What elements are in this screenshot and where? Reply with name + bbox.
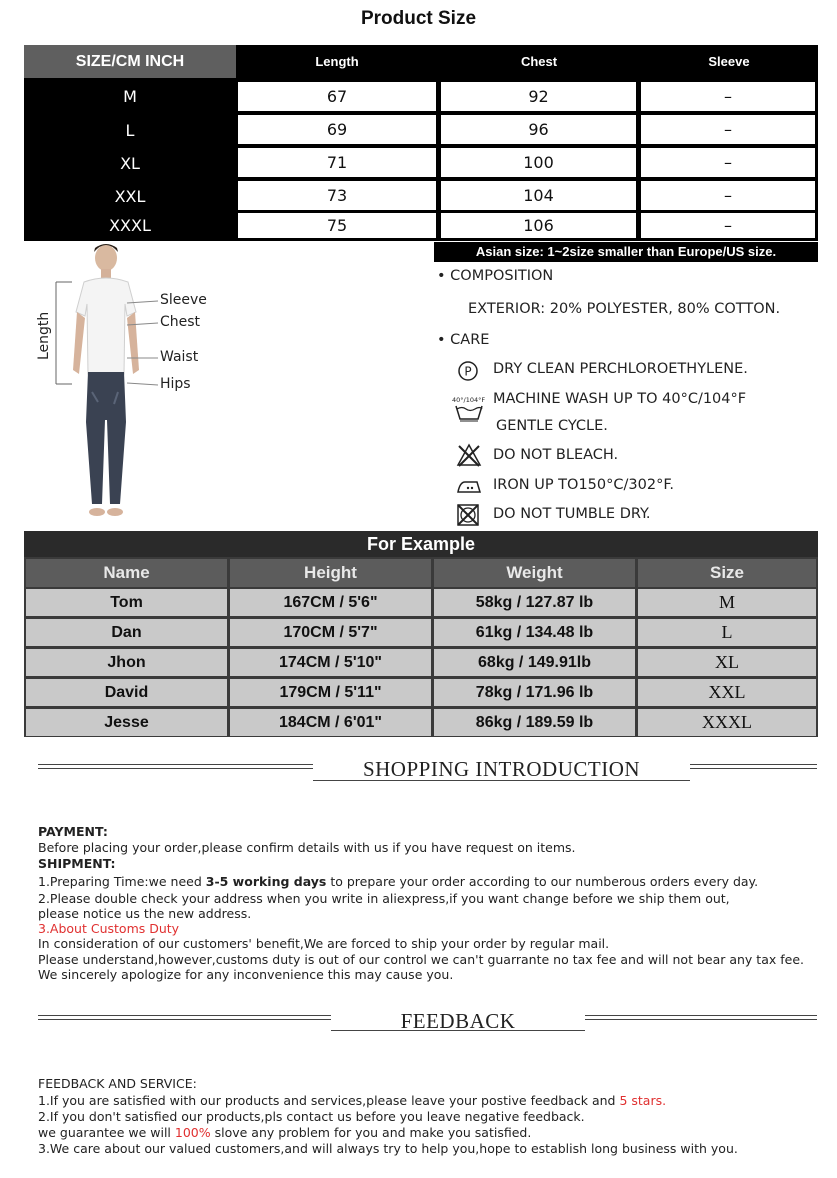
no-bleach-icon — [456, 443, 482, 467]
hips-label: Hips — [160, 376, 191, 392]
composition-text: EXTERIOR: 20% POLYESTER, 80% COTTON. — [468, 301, 781, 317]
example-cell-height: 179CM / 5'11" — [230, 679, 431, 706]
sleeve-label: Sleeve — [160, 292, 207, 308]
example-header-height: Height — [230, 559, 431, 587]
size-cell-sleeve: – — [641, 181, 815, 210]
measure-pointers — [124, 298, 160, 388]
payment-text: Before placing your order,please confirm details with us if you have request on items. — [38, 840, 576, 855]
divider-left — [38, 764, 313, 774]
size-header-length: Length — [315, 54, 359, 69]
iron-icon — [455, 477, 483, 495]
feedback-line-1-a: 1.If you are satisfied with our products and services,please leave your postive feedback and — [38, 1093, 620, 1108]
feedback-title: FEEDBACK — [400, 1009, 516, 1033]
size-header-size: SIZE/CM INCH — [24, 45, 236, 78]
wash-temp-label: 40°/104°F — [452, 396, 486, 404]
shipment-heading: SHIPMENT: — [38, 856, 116, 871]
example-cell-size: XXXL — [638, 709, 816, 736]
shipment-line-2: 2.Please double check your address when you write in aliexpress,if you want change before we ship them out, — [38, 891, 730, 906]
size-cell-length: 71 — [238, 148, 436, 177]
size-cell-length: 73 — [238, 181, 436, 210]
no-tumble-dry-text: DO NOT TUMBLE DRY. — [493, 506, 651, 522]
size-row-label: XL — [120, 154, 140, 173]
shipment-line-1-a: 1.Preparing Time:we need — [38, 874, 206, 889]
size-cell-chest: 104 — [441, 181, 636, 210]
shopping-intro-title: SHOPPING INTRODUCTION — [362, 757, 641, 781]
feedback-heading: FEEDBACK AND SERVICE: — [38, 1076, 197, 1091]
dry-clean-text: DRY CLEAN PERCHLOROETHYLENE. — [493, 361, 748, 377]
example-cell-height: 174CM / 5'10" — [230, 649, 431, 676]
feedback-line-3 — [38, 1125, 531, 1141]
dry-clean-icon — [457, 360, 479, 382]
machine-wash-icon — [454, 404, 484, 422]
feedback-line-4: 3.We care about our valued customers,and will always try to help you,hope to establish long business with you. — [38, 1141, 738, 1156]
example-cell-height: 167CM / 5'6" — [230, 589, 431, 616]
size-cell-sleeve: – — [641, 115, 815, 144]
feedback-divider-left — [38, 1015, 331, 1025]
example-cell-name: Jesse — [26, 709, 227, 736]
size-cell-sleeve: – — [641, 213, 815, 238]
example-table — [24, 531, 818, 737]
example-cell-weight: 61kg / 134.48 lb — [434, 619, 635, 646]
page-title: Product Size — [360, 8, 477, 29]
machine-wash-text: MACHINE WASH UP TO 40°C/104°F — [493, 391, 747, 407]
feedback-line-2: 2.If you don't satisfied our products,pls contact us before you leave negative feedback. — [38, 1109, 585, 1124]
example-cell-weight: 68kg / 149.91lb — [434, 649, 635, 676]
shipment-line-1-c: to prepare your order according to our numberous orders every day. — [326, 874, 759, 889]
waist-label: Waist — [160, 349, 199, 365]
size-header-chest: Chest — [520, 54, 558, 69]
example-header-size: Size — [638, 559, 816, 587]
size-cell-chest: 106 — [441, 213, 636, 238]
size-cell-chest: 100 — [441, 148, 636, 177]
example-cell-size: XL — [638, 649, 816, 676]
size-header-sleeve: Sleeve — [708, 54, 750, 69]
no-tumble-dry-icon — [456, 503, 480, 527]
asian-size-note: Asian size: 1~2size smaller than Europe/US size. — [434, 242, 818, 262]
example-header-name: Name — [26, 559, 227, 587]
size-table — [24, 45, 818, 241]
payment-heading: PAYMENT: — [38, 824, 108, 839]
example-cell-height: 170CM / 5'7" — [230, 619, 431, 646]
feedback-line-3-c: slove any problem for you and make you satisfied. — [210, 1125, 532, 1140]
no-bleach-text: DO NOT BLEACH. — [493, 447, 619, 463]
size-row-label: L — [125, 121, 135, 140]
care-heading: • CARE — [437, 332, 490, 348]
customs-line-1: In consideration of our customers' benefit,We are forced to ship your order by regular mail. — [38, 936, 610, 951]
feedback-line-1 — [38, 1093, 666, 1109]
example-cell-size: L — [638, 619, 816, 646]
gentle-cycle-text: GENTLE CYCLE. — [496, 418, 608, 434]
example-title: For Example — [24, 531, 818, 557]
shipment-line-1 — [38, 874, 758, 890]
size-cell-chest: 96 — [441, 115, 636, 144]
example-cell-size: M — [638, 589, 816, 616]
size-row-label: XXL — [114, 187, 146, 206]
size-cell-length: 67 — [238, 82, 436, 111]
length-label: Length — [36, 311, 52, 360]
example-cell-weight: 86kg / 189.59 lb — [434, 709, 635, 736]
example-cell-weight: 78kg / 171.96 lb — [434, 679, 635, 706]
example-cell-name: Tom — [26, 589, 227, 616]
size-cell-length: 75 — [238, 213, 436, 238]
size-cell-sleeve: – — [641, 148, 815, 177]
composition-heading: • COMPOSITION — [437, 268, 554, 284]
example-cell-weight: 58kg / 127.87 lb — [434, 589, 635, 616]
iron-text: IRON UP TO150°C/302°F. — [493, 477, 674, 493]
divider-right — [690, 764, 817, 774]
customs-duty-heading: 3.About Customs Duty — [38, 921, 180, 936]
chest-label: Chest — [160, 314, 201, 330]
feedback-divider-right — [585, 1015, 817, 1025]
feedback-hundred-percent: 100% — [174, 1125, 211, 1140]
feedback-line-3-a: we guarantee we will — [38, 1125, 175, 1140]
shipment-line-2b: please notice us the new address. — [38, 906, 252, 921]
size-cell-sleeve: – — [641, 82, 815, 111]
example-cell-size: XXL — [638, 679, 816, 706]
example-header-weight: Weight — [434, 559, 635, 587]
size-cell-length: 69 — [238, 115, 436, 144]
customs-line-3: We sincerely apologize for any inconvenience this may cause you. — [38, 967, 454, 982]
example-cell-name: David — [26, 679, 227, 706]
feedback-five-stars: 5 stars. — [619, 1093, 667, 1108]
shipment-working-days: 3-5 working days — [205, 874, 327, 889]
example-cell-name: Jhon — [26, 649, 227, 676]
example-cell-height: 184CM / 6'01" — [230, 709, 431, 736]
svg-text:P: P — [464, 364, 472, 379]
size-row-label: XXXL — [109, 216, 151, 235]
size-cell-chest: 92 — [441, 82, 636, 111]
customs-line-2: Please understand,however,customs duty is out of our control we can't guarrante no tax fee and will not bear any tax fee. — [38, 952, 804, 967]
size-row-label: M — [123, 87, 137, 106]
example-cell-name: Dan — [26, 619, 227, 646]
